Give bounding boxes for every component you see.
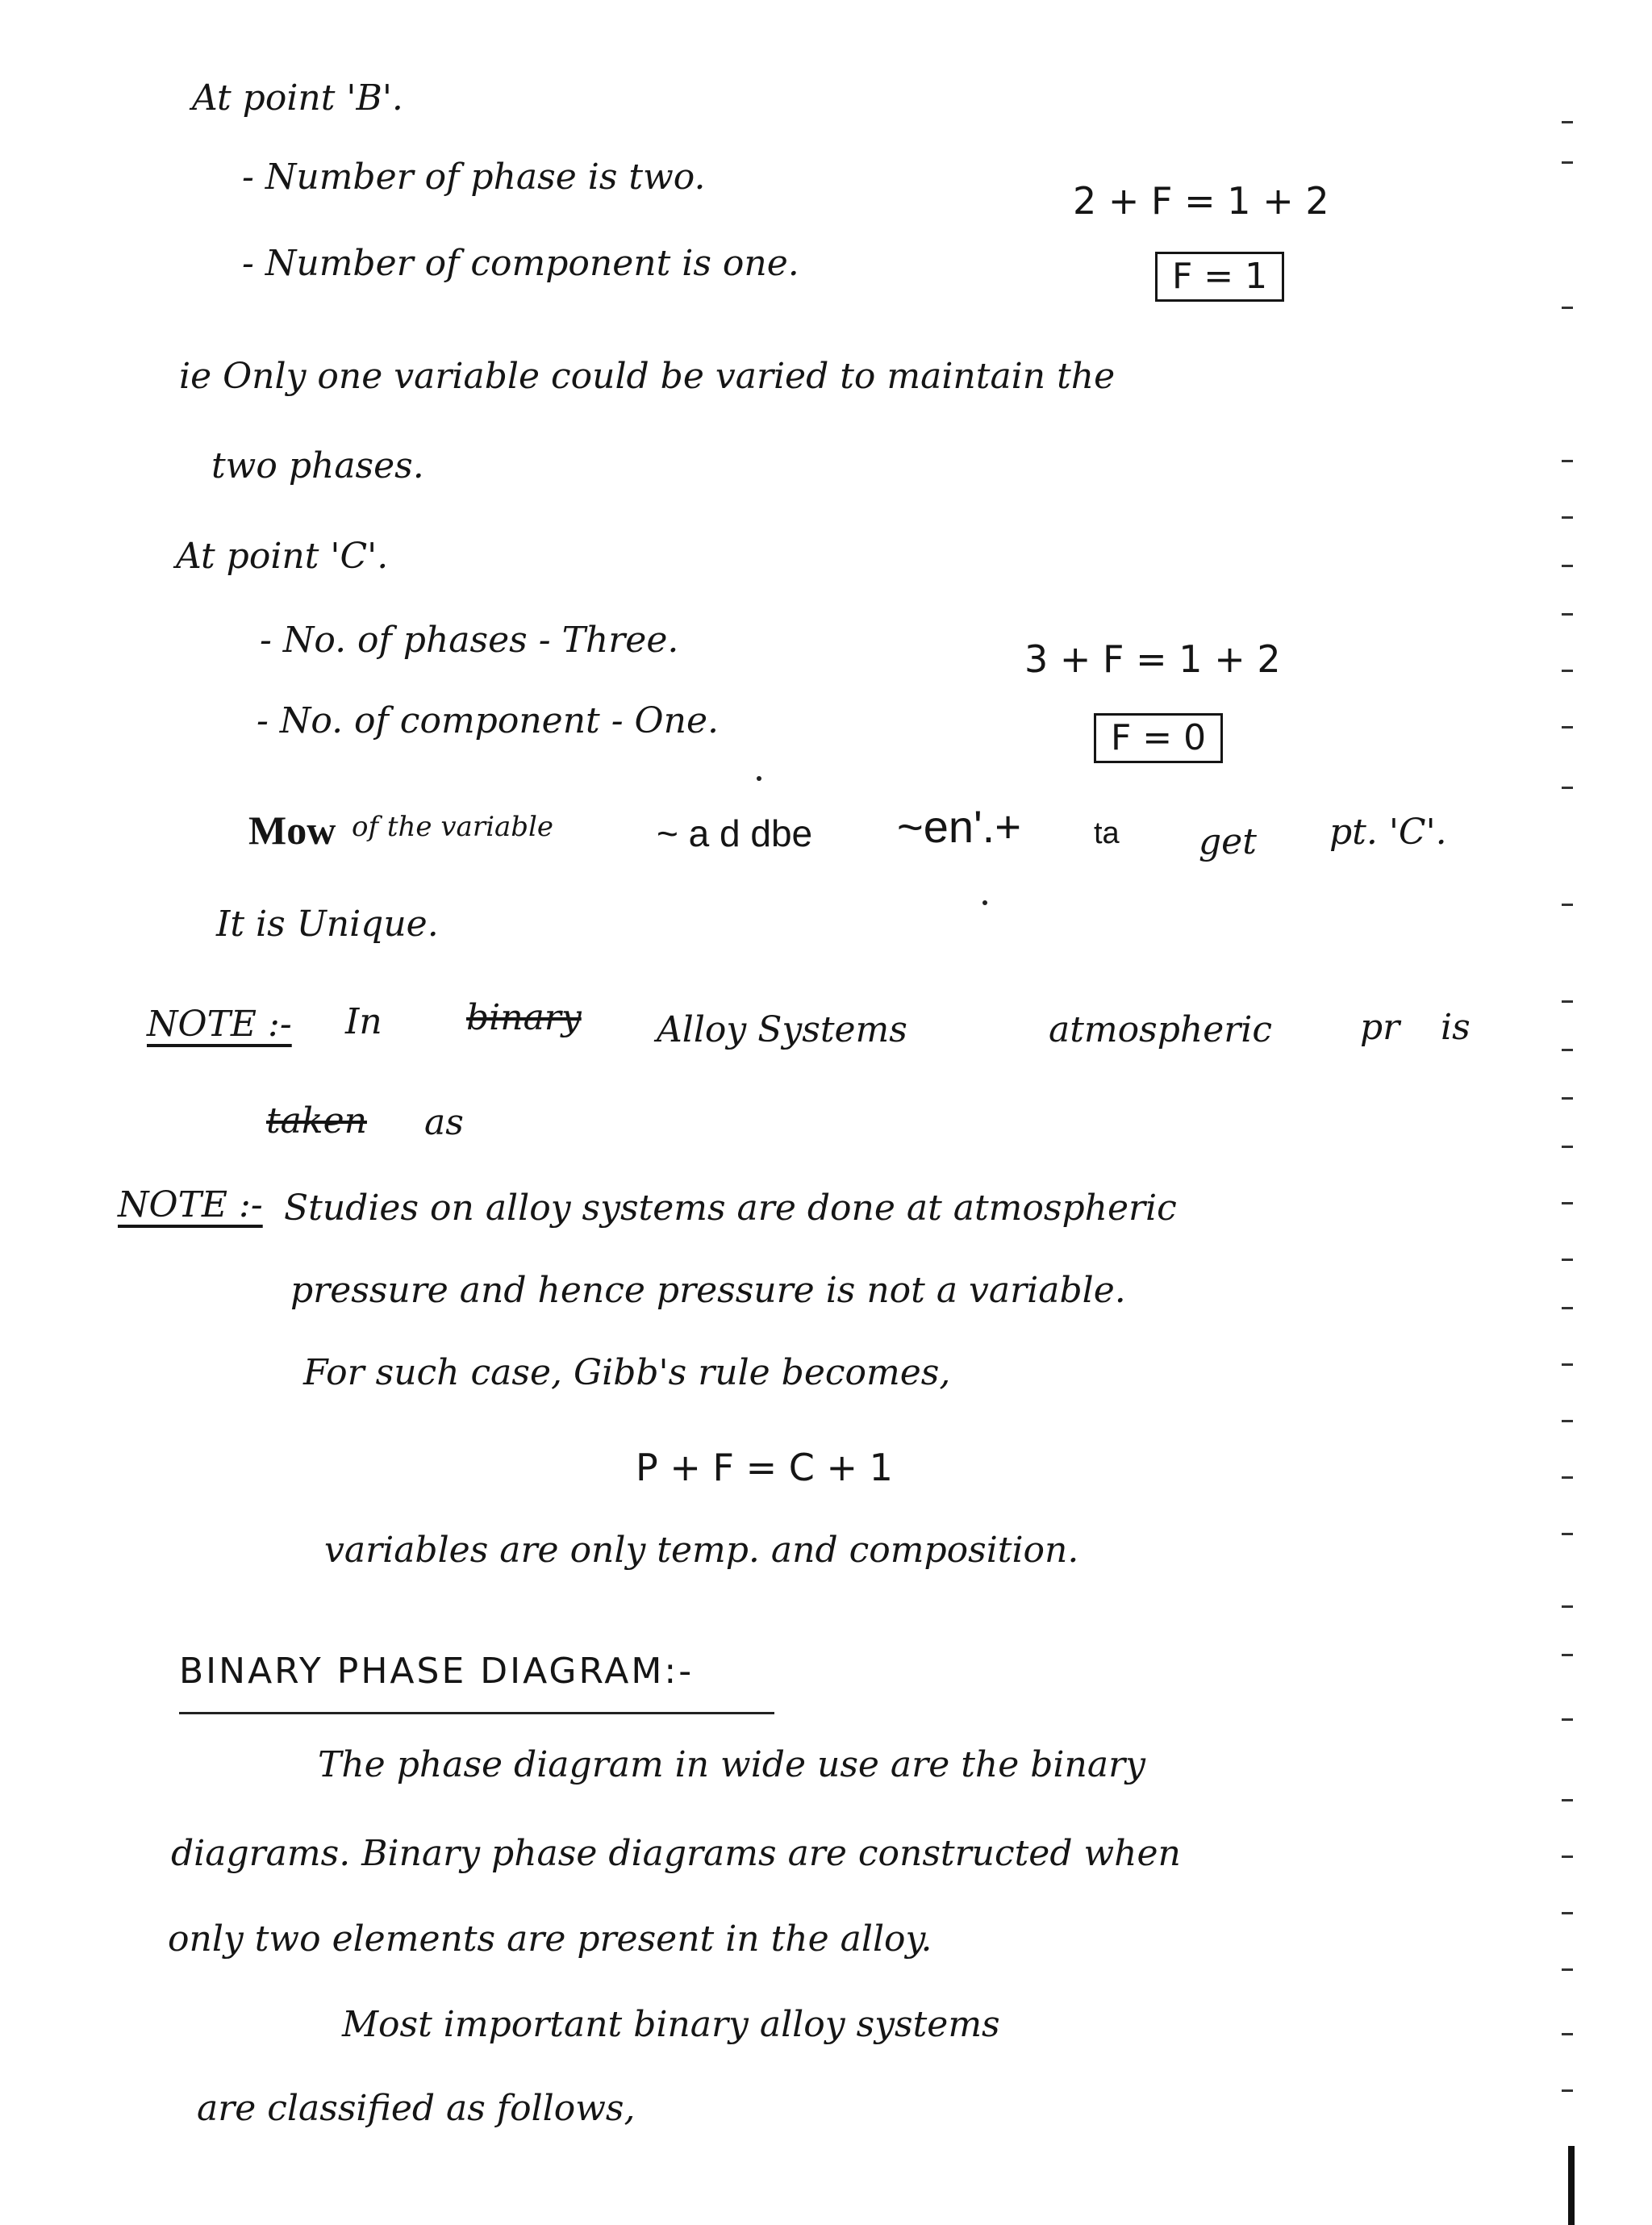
page-edge-mark (1562, 1146, 1573, 1148)
point-c-components-line: - No. of component - One. (257, 700, 719, 741)
page-edge-mark (1562, 565, 1573, 567)
note1-label: NOTE :- (147, 1004, 292, 1045)
note1-struck-taken: taken (266, 1100, 367, 1142)
note2-line4: variables are only temp. and composition. (324, 1530, 1079, 1571)
page-edge-mark (1562, 1654, 1573, 1656)
binary-para1-line1: The phase diagram in wide use are the binary (318, 1744, 1145, 1785)
page-edge-mark (1562, 1049, 1573, 1051)
page-edge-mark (1562, 1968, 1573, 1971)
page-edge-mark (1562, 1718, 1573, 1721)
ocr-fragment-ta: ta (1094, 816, 1120, 850)
point-c-result-box: F = 0 (1094, 713, 1223, 763)
page-edge-mark (1562, 670, 1573, 672)
page-edge-mark (1562, 1476, 1573, 1479)
word-get: get (1199, 821, 1257, 862)
ocr-fragment-en: ~en'.+ (897, 801, 1021, 852)
note1-is: is (1441, 1007, 1471, 1048)
page-edge-mark (1562, 1420, 1573, 1422)
note2-line1: Studies on alloy systems are done at atmospheric (284, 1188, 1177, 1229)
point-c-unique: It is Unique. (216, 904, 439, 945)
page-edge-mark (1562, 121, 1573, 123)
note1-alloy-systems: Alloy Systems (657, 1009, 907, 1050)
page-edge-mark (1562, 1000, 1573, 1003)
page-edge-mark (1562, 161, 1573, 164)
page-edge-mark (1562, 1363, 1573, 1366)
page-edge-mark (1562, 613, 1573, 616)
page-edge-mark (1562, 1307, 1573, 1309)
note1-as: as (424, 1102, 464, 1143)
page-edge-mark (1562, 1856, 1573, 1858)
point-c-equation: 3 + F = 1 + 2 (1024, 637, 1281, 681)
point-b-phases-line: - Number of phase is two. (242, 157, 706, 198)
point-b-explanation-line2: two phases. (211, 445, 424, 486)
binary-para2-line2: are classified as follows, (197, 2088, 636, 2129)
binary-para2-line1: Most important binary alloy systems (342, 2004, 1000, 2045)
note1-word-in: In (345, 1001, 382, 1042)
page-edge-mark (1562, 1097, 1573, 1100)
word-pt-c: pt. 'C'. (1329, 812, 1447, 853)
page-edge-mark (1562, 1912, 1573, 1914)
page-edge-mark (1562, 2089, 1573, 2092)
note1-pr: pr (1360, 1007, 1400, 1048)
ocr-scribble: of the variable (352, 811, 553, 843)
page-binding-bar (1568, 2146, 1575, 2225)
note2-line2: pressure and hence pressure is not a variable. (290, 1270, 1126, 1311)
page-edge-mark (1562, 726, 1573, 728)
page-edge-mark (1562, 787, 1573, 789)
note2-line3: For such case, Gibb's rule becomes, (303, 1352, 951, 1393)
page-edge-mark (1562, 1259, 1573, 1261)
point-c-phases-line: - No. of phases - Three. (260, 620, 679, 661)
page-edge-mark (1562, 1533, 1573, 1535)
point-b-equation: 2 + F = 1 + 2 (1073, 179, 1329, 223)
binary-para1-line3: only two elements are present in the alloy. (168, 1918, 932, 1960)
page-edge-mark (1562, 904, 1573, 906)
point-b-result-box: F = 1 (1155, 252, 1284, 302)
point-c-heading: At point 'C'. (176, 536, 389, 577)
page-edge-mark (1562, 1202, 1573, 1204)
binary-para1-line2: diagrams. Binary phase diagrams are constructed when (171, 1833, 1181, 1874)
page-edge-mark (1562, 2033, 1573, 2035)
heading-underline (179, 1712, 774, 1714)
note2-label: NOTE :- (118, 1184, 263, 1225)
page-edge-mark (1562, 1799, 1573, 1801)
page-edge-mark (1562, 516, 1573, 519)
page-edge-mark (1562, 460, 1573, 462)
binary-heading: BINARY PHASE DIAGRAM:- (179, 1651, 695, 1692)
point-b-heading: At point 'B'. (192, 77, 403, 119)
ocr-fragment-mid: ~ a d dbe (657, 812, 813, 854)
page-edge-mark (1562, 307, 1573, 309)
ink-dot (757, 776, 761, 781)
point-b-explanation-line1: ie Only one variable could be varied to maintain the (179, 356, 1116, 397)
note1-struck-word: binary (466, 997, 582, 1038)
ocr-word-mow: Mow (248, 808, 336, 853)
point-b-components-line: - Number of component is one. (242, 243, 799, 284)
note2-equation: P + F = C + 1 (636, 1446, 893, 1489)
note1-atmospheric: atmospheric (1049, 1009, 1272, 1050)
page-edge-mark (1562, 1605, 1573, 1608)
ink-dot (982, 900, 987, 905)
